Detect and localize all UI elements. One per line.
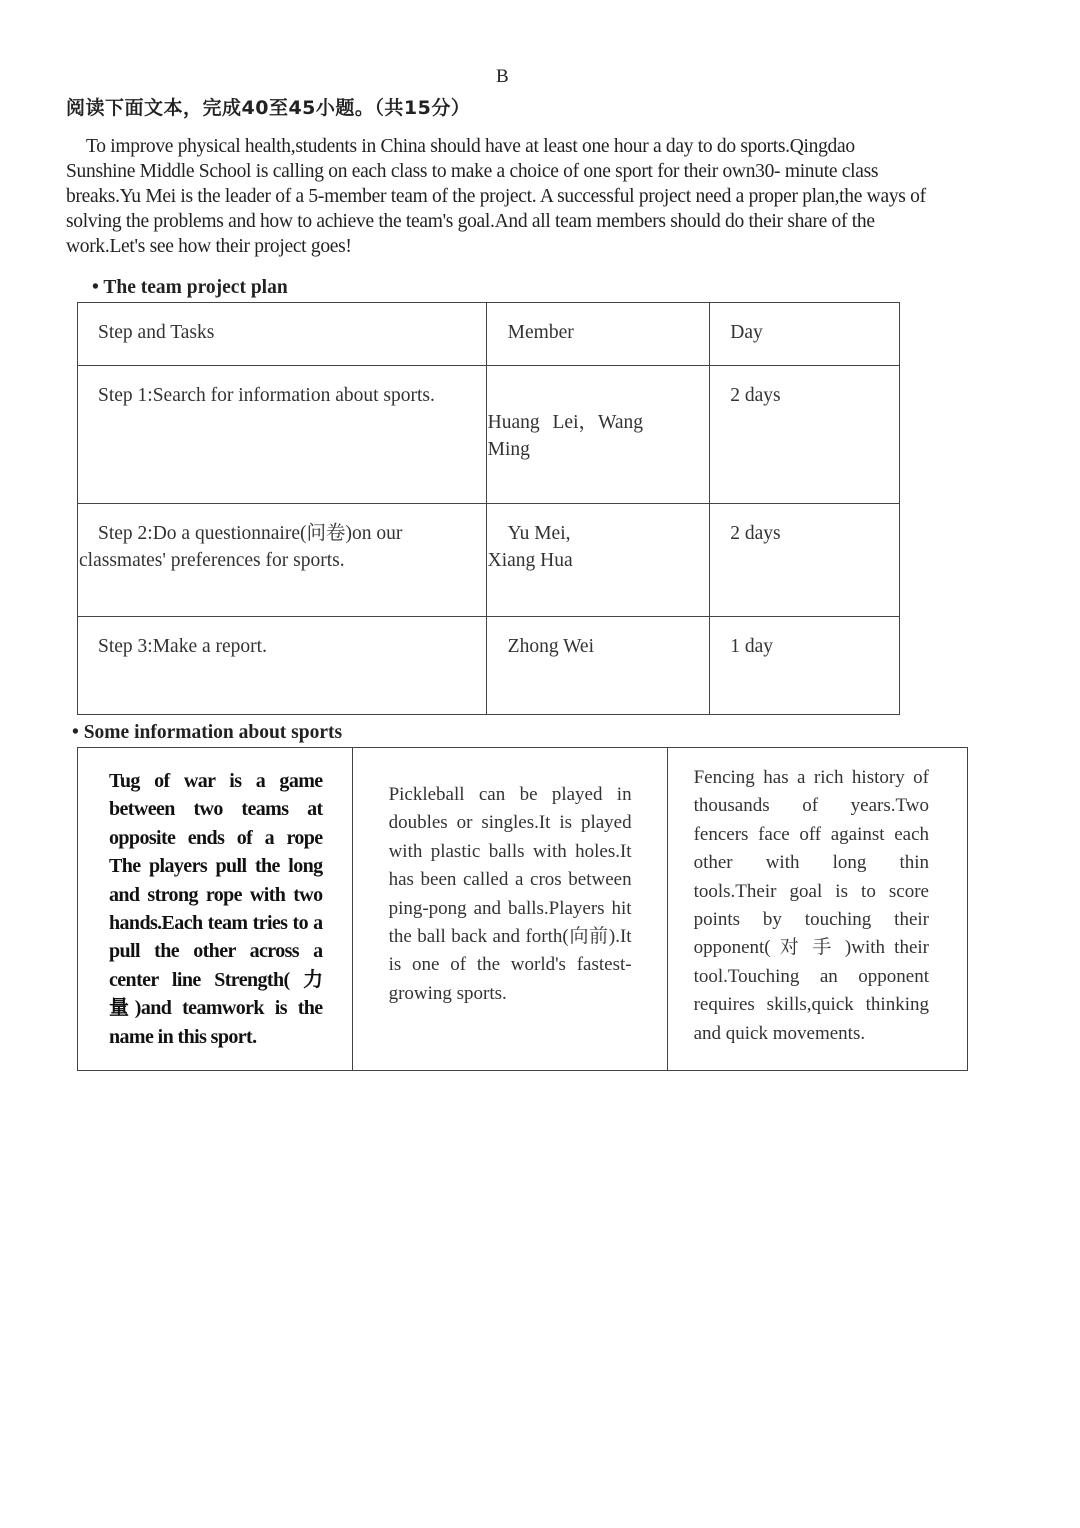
table-row: [78, 504, 900, 617]
tug-of-war-text: Tug of war is a game between two teams at opposite ends of a rope The players pull the long and strong rope with two hands.Each team tries to a pull the other across a center line Strength( 力量)and teamwork is the name in this sport.: [109, 770, 323, 1048]
pickleball-cell: [352, 748, 667, 1071]
task-cell: Step 3:Make a report.: [78, 617, 487, 715]
task-cell: Step 1:Search for information about sports.: [78, 366, 487, 504]
plan-header-row: [78, 303, 900, 366]
member-cell: Zhong Wei: [486, 617, 710, 715]
instruction-text: 阅读下面文本，完成40至45小题。（共15分）: [66, 97, 471, 119]
sports-info-table: [77, 747, 968, 1071]
intro-paragraph: [66, 134, 926, 259]
fencing-cell: [667, 748, 967, 1071]
member-cell: Yu Mei, Xiang Hua: [486, 504, 710, 617]
day-cell: 1 day: [710, 617, 900, 715]
fencing-text: Fencing has a rich history of thousands of years.Two fencers face off against each other with long thin tools.Their goal is to score points by touching their opponent( 对 手 )with their tool.Touching an opponent requires skills,quick thinking and quick movements.: [693, 767, 929, 1044]
member-cell: Huang Lei，Wang Ming: [486, 366, 710, 504]
column-header-steps: Step and Tasks: [78, 303, 487, 366]
plan-heading: • The team project plan: [92, 277, 288, 298]
intro-text: To improve physical health,students in China should have at least one hour a day to do sports.Qingdao Sunshine Middle School is calling on each class to make a choice of one sport for their own30- minute class breaks.Yu Mei is the leader of a 5-member team of the project. A successful project need a proper plan,the ways of solving the problems and how to achieve the team's goal.And all team members should do their share of the work.Let's see how their project goes!: [66, 136, 926, 257]
table-row: [78, 366, 900, 504]
column-header-member: Member: [486, 303, 710, 366]
table-row: [78, 617, 900, 715]
column-header-day: Day: [710, 303, 900, 366]
info-row: [78, 748, 968, 1071]
tug-of-war-cell: [78, 748, 353, 1071]
day-cell: 2 days: [710, 366, 900, 504]
section-letter: B: [496, 66, 509, 87]
pickleball-text: Pickleball can be played in doubles or singles.It is played with plastic balls with holes.It has been called a cros between ping-pong and balls.Players hit the ball back and forth(向前).It is one of the world's fastest-growing sports.: [388, 784, 632, 1004]
info-heading: • Some information about sports: [72, 722, 343, 743]
day-cell: 2 days: [710, 504, 900, 617]
task-cell: Step 2:Do a questionnaire(问卷)on our classmates' preferences for sports.: [78, 504, 487, 617]
plan-table: [77, 302, 900, 715]
